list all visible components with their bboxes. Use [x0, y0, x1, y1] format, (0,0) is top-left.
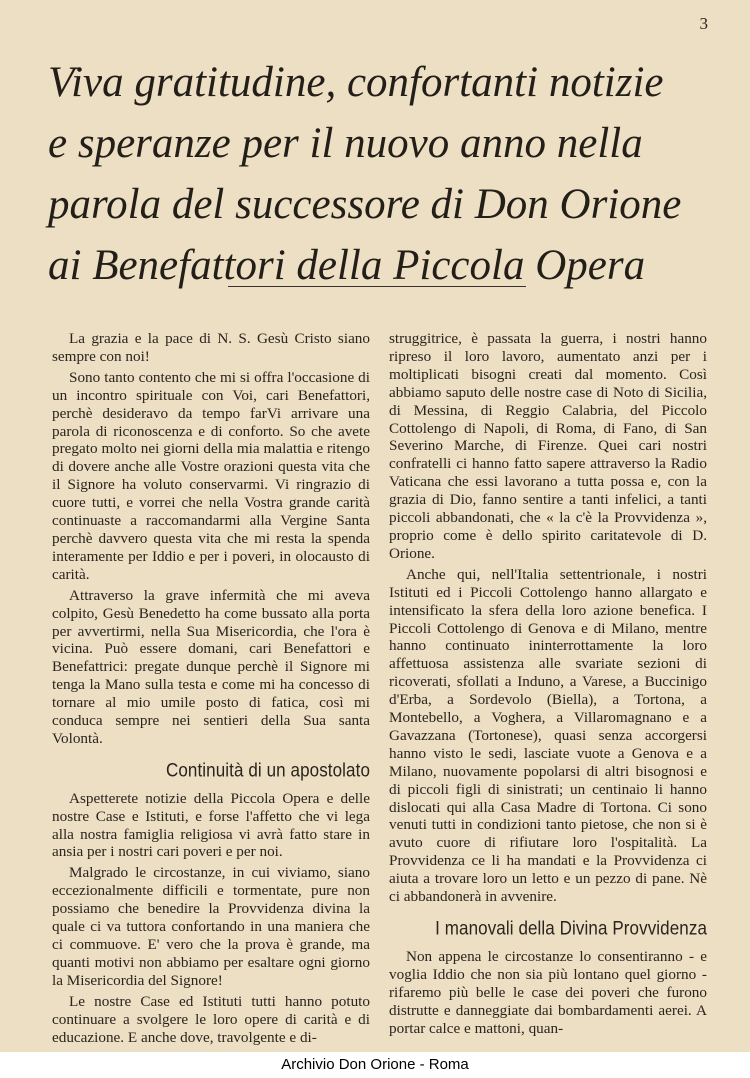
- paragraph: Le nostre Case ed Istituti tutti hanno potuto continuare a svolgere le loro opere di carità e di educazione. E anche dove, travolgente e di-: [52, 992, 370, 1046]
- paragraph: struggitrice, è passata la guerra, i nostri hanno ripreso il loro lavoro, aumentato anzi per i moltiplicati bisogni creati dal momento. Così abbiamo saputo delle nostre case di Noto di Sicilia, di Messina, di Reggio Calabria, del Piccolo Cottolengo di Napoli, di Roma, di Fano, di San Severino Marche, di Firenze. Quei cari nostri confratelli ci hanno fatto sapere attraverso la Radio Vaticana che essi lavorano a tutta possa e, con la grazia di Dio, fanno sentire a tanti infelici, a tanti piccoli abbandonati, che « la c'è la Provvidenza », proprio come è dello spirito caritatevole di D. Orione.: [389, 330, 707, 562]
- headline-line-1: Viva gratitudine, confortanti notizie: [48, 59, 664, 106]
- paragraph: La grazia e la pace di N. S. Gesù Cristo siano sempre con noi!: [52, 330, 370, 365]
- paragraph: Aspetterete notizie della Piccola Opera e delle nostre Case e Istituti, e forse l'affetto che vi lega alla nostra famiglia religiosa vi avrà fatto stare in ansia per i nostri cari poveri e per noi.: [52, 789, 370, 861]
- paragraph: Malgrado le circostanze, in cui viviamo, siano eccezionalmente difficili e tormentate, pure non possiamo che benedire la Provvidenza divina la quale ci va tuttora confortando in una maniera che ci commuove. E' vero che la prova è grande, ma quanti motivi non abbiamo per esaltare ogni giorno la Misericordia del Signore!: [52, 864, 370, 989]
- section-heading-manovali: I manovali della Divina Provvidenza: [435, 917, 707, 940]
- paragraph: Anche qui, nell'Italia settentrionale, i nostri Istituti ed i Piccoli Cottolengo hanno allargato e intensificato la sfera della loro azione benefica. I Piccoli Cottolengo di Genova e di Milano, mentre hanno continuato ininterrottamente la loro affettuosa assistenza alle svariate sezioni di ricoverati, sfollati a Induno, a Varese, a Buccinigo d'Erba, a Sordevolo (Biella), a Tortona, a Montebello, a Voghera, a Villaromagnano e a Gavazzana (Tortonese), quasi senza accorgersi hanno visto le sedi, lasciate vuote a Genova e a Milano, nuovamente popolarsi di altri bisognosi e di piccoli figli di sinistrati; un centinaio li hanno dislocati qui alla Casa Madre di Tortona. Ci sono venuti tutti in condizioni tanto pietose, che non si è avuto cuore di rifiutare loro l'ospitalità. La Provvidenza ce li ha mandati e la Provvidenza ci aiuta a trovare loro un letto e un pezzo di pane. Nè ci abbandonerà in avvenire.: [389, 565, 707, 906]
- headline-line-2: e speranze per il nuovo anno nella: [48, 120, 643, 167]
- page-number: 3: [699, 14, 708, 33]
- paragraph: Attraverso la grave infermità che mi aveva colpito, Gesù Benedetto ha come bussato alla porta per avvertirmi, nella Sua Misericordia, che l'ora è vicina. Può essere domani, cari Benefattori e Benefattrici: pregate dunque perchè il Signore mi tenga la Mano sulla testa e come mi ha concesso di tornare al mio umile posto di fatica, così mi conduca sempre nei sentieri della Sua santa Volontà.: [52, 586, 370, 747]
- paragraph: Sono tanto contento che mi si offra l'occasione di un incontro spirituale con Voi, cari Benefattori, perchè desideravo da tempo farVi arrivare una parola di riconoscenza e di conforto. So che avete pregato molto nei giorni della mia malattia e ritengo di dovere anche alle Vostre orazioni questa vita che il Signore ha voluto conservarmi. Vi ringrazio di cuore tutti, e vorrei che nella Vostra grande carità continuaste a raccomandarmi alla Vergine Santa perchè davvero questa vita che mi resta la spenda interamente per Iddio e per i poveri, in olocausto di carità.: [52, 368, 370, 583]
- headline-line-3: parola del successore di Don Orione: [48, 181, 682, 228]
- article-headline: [48, 52, 708, 296]
- headline-divider: [228, 286, 526, 287]
- archive-footer: [0, 1052, 750, 1078]
- left-column: [52, 330, 370, 1049]
- right-column: [389, 330, 707, 1040]
- section-heading-continuita: Continuità di un apostolato: [165, 759, 370, 781]
- headline-line-4: ai Benefattori della Piccola Opera: [48, 242, 646, 289]
- paragraph: Non appena le circostanze lo consentiranno - e voglia Iddio che non sia più lontano quel giorno - rifaremo più belle le case dei poveri che furono distrutte e danneggiate dai bombardamenti aerei. A portar calce e mattoni, quan-: [389, 947, 707, 1037]
- footer-text: Archivio Don Orione - Roma: [281, 1056, 469, 1073]
